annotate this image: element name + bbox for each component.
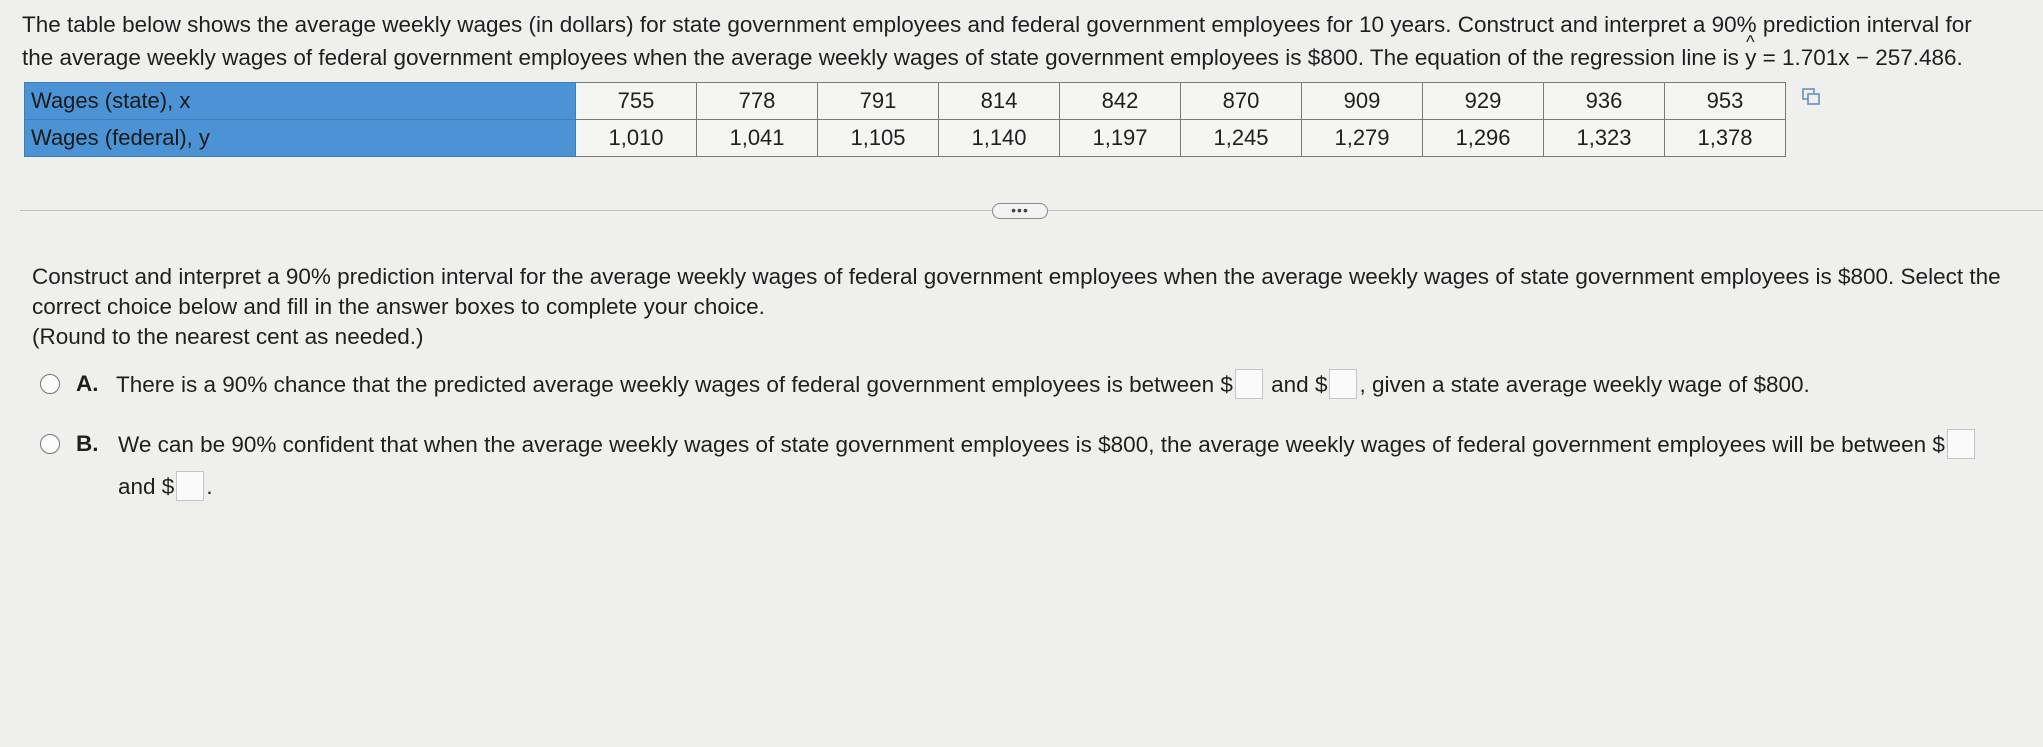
table-cell: 1,197	[1060, 120, 1181, 157]
choice-b-text	[118, 424, 2018, 508]
choice-a-text-mid: and $	[1264, 372, 1328, 397]
table-cell: 755	[576, 83, 697, 120]
table-cell: 842	[1060, 83, 1181, 120]
question-line-1: Construct and interpret a 90% prediction interval for the average weekly wages of federal government employees when the average weekly wages of state government employees is $800. Select the	[32, 264, 2001, 289]
intro-line-2: the average weekly wages of federal government employees when the average weekly wages of state government employees is $800. The equation of the regression line is	[22, 45, 1746, 70]
copy-data-icon[interactable]	[1802, 88, 1822, 106]
table-cell: 1,245	[1181, 120, 1302, 157]
choice-b-upper-input[interactable]	[176, 471, 204, 501]
table-cell: 1,378	[1665, 120, 1786, 157]
table-cell: 778	[697, 83, 818, 120]
wages-table	[24, 82, 1786, 157]
choice-a-text-post: , given a state average weekly wage of $800.	[1359, 372, 1810, 397]
choice-b-text-post: .	[206, 474, 213, 499]
row-label-state: Wages (state), x	[25, 83, 576, 120]
table-cell: 814	[939, 83, 1060, 120]
table-cell: 929	[1423, 83, 1544, 120]
choice-b-radio[interactable]	[40, 434, 60, 454]
y-hat-symbol: ^ y	[1745, 41, 1756, 74]
table-cell: 909	[1302, 83, 1423, 120]
table-cell: 1,323	[1544, 120, 1665, 157]
table-cell: 936	[1544, 83, 1665, 120]
problem-statement	[22, 8, 2032, 74]
table-cell: 1,140	[939, 120, 1060, 157]
choice-a-text	[116, 364, 1810, 406]
table-cell: 1,105	[818, 120, 939, 157]
table-row-federal	[25, 120, 1786, 157]
table-row-state	[25, 83, 1786, 120]
choice-b-letter: B.	[76, 431, 99, 456]
choice-a-lower-input[interactable]	[1235, 369, 1263, 399]
question-line-3: (Round to the nearest cent as needed.)	[32, 324, 424, 349]
intro-line-1: The table below shows the average weekly wages (in dollars) for state government employees and federal government employees for 10 years. Construct and interpret a 90% prediction interval for	[22, 12, 1972, 37]
choice-b-lower-input[interactable]	[1947, 429, 1975, 459]
table-cell: 791	[818, 83, 939, 120]
regression-equation: = 1.701x − 257.486.	[1756, 45, 1963, 70]
choice-a-radio[interactable]	[40, 374, 60, 394]
choice-b-text-mid: and $	[118, 474, 175, 499]
choice-a-letter: A.	[76, 371, 99, 396]
table-cell: 1,279	[1302, 120, 1423, 157]
choice-b-text-pre: We can be 90% confident that when the average weekly wages of state government employees is $800, the average weekly wages of federal government employees will be between $	[118, 432, 1945, 457]
table-cell: 870	[1181, 83, 1302, 120]
table-cell: 1,010	[576, 120, 697, 157]
question-prompt	[32, 262, 2042, 352]
table-cell: 1,041	[697, 120, 818, 157]
row-label-federal: Wages (federal), y	[25, 120, 576, 157]
question-line-2: correct choice below and fill in the answer boxes to complete your choice.	[32, 294, 765, 319]
table-cell: 953	[1665, 83, 1786, 120]
expand-more-button[interactable]: •••	[992, 203, 1048, 219]
choice-a-text-pre: There is a 90% chance that the predicted average weekly wages of federal government employees is between $	[116, 372, 1233, 397]
table-cell: 1,296	[1423, 120, 1544, 157]
choice-a-upper-input[interactable]	[1329, 369, 1357, 399]
